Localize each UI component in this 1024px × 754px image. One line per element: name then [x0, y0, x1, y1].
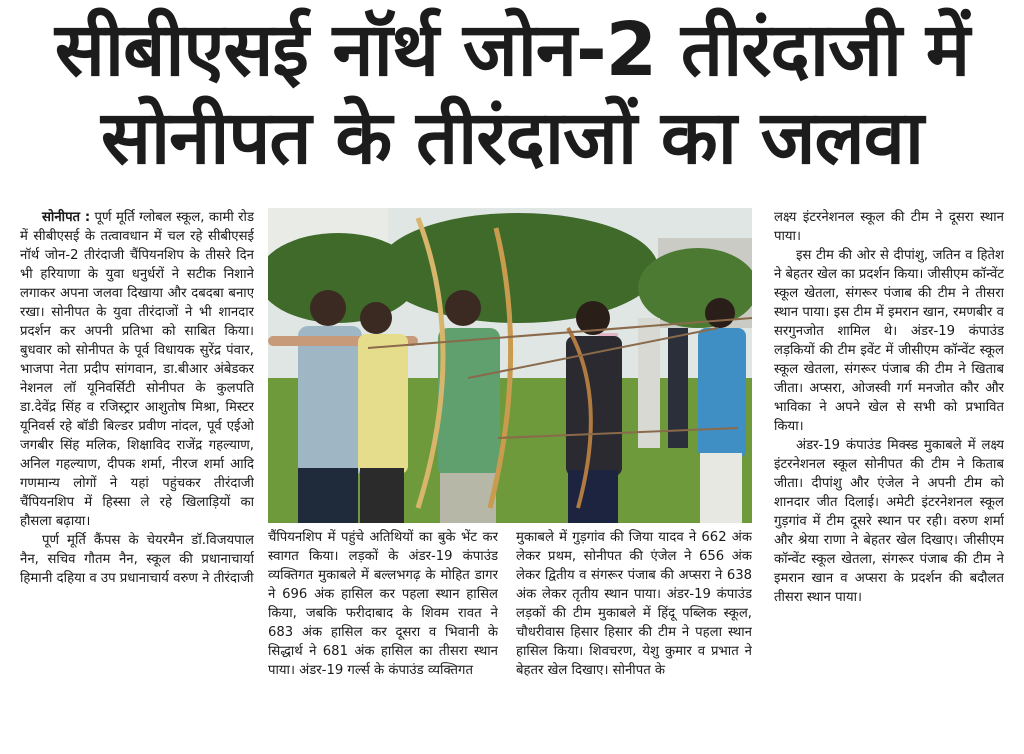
col4-paragraph-2: इस टीम की ओर से दीपांशु, जतिन व हितेश ने बेहतर खेल का प्रदर्शन किया। जीसीएम कॉन्वेंट स्कूल खेतला, संगरूर पंजाब की टीम ने तीसरा स्थान पाया। इस टीम में इमरान खान, रमणबीर व सरगुनजोत शामिल थे। अंडर-19 कंपाउंड लड़कियों की टीम इवेंट में जीसीएम कॉन्वेंट स्कूल स्कूल खेतला, संगरूर पंजाब की टीम ने खिताब जीता। अप्सरा, ओजस्वी गर्ग मनजोत कौर और भाविका ने अपने खेल से सभी को प्रभावित किया। — [774, 248, 1004, 434]
headline — [0, 6, 1024, 182]
archer-2-legs — [360, 468, 404, 523]
archer-2-head — [360, 302, 392, 334]
col4-paragraph-1: लक्ष्य इंटरनेशनल स्कूल की टीम ने दूसरा स्थान पाया। — [774, 210, 1004, 244]
article-column-3 — [516, 528, 752, 750]
headline-line-1: सीबीएसई नॉर्थ जोन-2 तीरंदाजी में — [54, 7, 970, 93]
archer-5-head — [705, 298, 735, 328]
archer-5-legs — [700, 453, 742, 523]
col1-paragraph-1 — [20, 208, 254, 531]
col4-paragraph-3: अंडर-19 कंपाउंड मिक्स्ड मुकाबले में लक्ष्य इंटरनेशनल स्कूल सोनीपत की टीम ने किताब जीता। दीपांशु और एंजेल ने अपनी टीम को शानदार जीत दिलाई। अमेटी इंटरनेशनल स्कूल गुड़गांव में टीम दूसरे स्थान पर रही। वरुण शर्मा और श्रेया राणा ने बेहतर खेल दिखाए। जीसीएम कॉन्वेंट स्कूल खेतला, संगरूर पंजाब की टीम ने इमरान खान व अप्सरा के प्रदर्शन की बदौलत तीसरा स्थान पाया। — [774, 438, 1004, 605]
archer-3-legs — [440, 473, 496, 523]
col1-paragraph-1-text: पूर्ण मूर्ति ग्लोबल स्कूल, कामी रोड में सीबीएसई के तत्वावधान में चल रहे सीबीएसई नॉर्थ जोन-2 तीरंदाजी चैंपियनशिप के तीसरे दिन भी हरियाणा के युवा धनुर्धरों ने सटीक निशाने लगाकर अपना जलवा दिखाया और दबदबा बनाए रखा। सोनीपत के युवा तीरंदाजों ने भी शानदार प्रदर्शन कर अपनी प्रतिभा को साबित किया। बुधवार को सोनीपत के पूर्व विधायक सुरेंद्र पंवार, भाजपा नेता प्रदीप सांगवान, डा.बीआर अंबेडकर नेशनल लॉ यूनिवर्सिटी सोनीपत के कुलपति डा.देवेंद्र सिंह व रजिस्ट्रार आशुतोष मिश्रा, मिस्टर यूनिवर्स रहे बॉडी बिल्डर प्रवीण नांदल, पूर्व एईओ जगबीर सिंह मलिक, शिक्षाविद राजेंद्र गहल्याण, अनिल गहल्याण, दीपक शर्मा, नीरज शर्मा आदि गणमान्य लोगों ने यहां पहुंचकर तीरंदाजी चैंपियनशिप में हिस्सा ले रहे खिलाड़ियों का हौसला बढ़ाया। — [20, 210, 254, 529]
archer-2-body — [358, 334, 408, 474]
archer-5-body — [698, 328, 746, 458]
col3-paragraph: मुकाबले में गुड़गांव की जिया यादव ने 662 अंक लेकर प्रथम, सोनीपत की एंजेल ने 656 अंक लेकर द्वितीय व संगरूर पंजाब की अप्सरा ने 638 अंक लेकर तृतीय स्थान पाया। अंडर-19 कंपाउंड लड़कों की टीम मुकाबले में हिंदू पब्लिक स्कूल, चौधरीवास हिसार हिसार की टीम ने पहला स्थान हासिल किया। शिवचरण, येशु कुमार व प्रभात ने बेहतर खेल दिखाए। सोनीपत के — [516, 530, 752, 678]
article-column-4 — [774, 208, 1004, 748]
archer-1-body — [298, 326, 362, 476]
dateline: सोनीपत : — [42, 210, 91, 225]
headline-line-2: सोनीपत के तीरंदाजों का जलवा — [100, 95, 924, 181]
archer-3-body — [438, 328, 500, 478]
photo-bg-person-1 — [638, 318, 660, 448]
archer-4-legs — [568, 470, 618, 523]
archer-3-head — [445, 290, 481, 326]
archery-photo — [268, 208, 752, 523]
col1-paragraph-2: पूर्ण मूर्ति कैंपस के चेयरमैन डॉ.विजयपाल नैन, सचिव गौतम नैन, स्कूल की प्रधानाचार्या हिमानी दहिया व उप प्रधानाचार्य वरुण ने तीरंदाजी — [20, 533, 254, 586]
archer-1-legs — [298, 468, 358, 523]
article-column-1 — [20, 208, 254, 748]
archer-1-head — [310, 290, 346, 326]
article-column-2 — [268, 528, 498, 750]
col2-paragraph: चैंपियनशिप में पहुंचे अतिथियों का बुके भेंट कर स्वागत किया। लड़कों के अंडर-19 कंपाउंड व्यक्तिगत मुकाबले में बल्लभगढ़ के मोहित डागर ने 696 अंक हासिल कर पहला स्थान हासिल किया, जबकि फरीदाबाद के शिवम रावत ने 683 अंक हासिल कर दूसरा व भिवानी के सिद्धार्थ ने 681 अंक हासिल का तीसरा स्थान पाया। अंडर-19 गर्ल्स के कंपाउंड व्यक्तिगत — [268, 530, 498, 678]
archery-photo-illustration — [268, 208, 752, 523]
